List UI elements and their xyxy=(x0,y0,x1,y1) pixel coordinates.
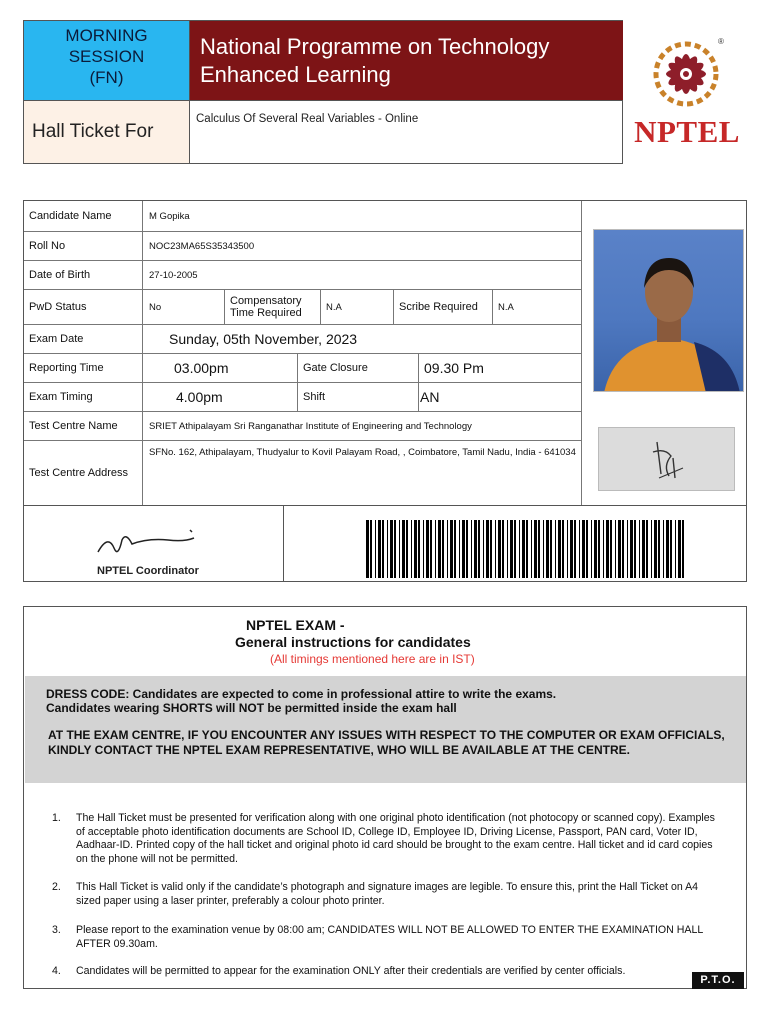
instructions-subtitle: General instructions for candidates xyxy=(235,634,471,650)
label-test-centre-address: Test Centre Address xyxy=(24,441,143,505)
coordinator-section xyxy=(23,506,747,582)
session-badge xyxy=(24,21,190,101)
row-test-centre-address xyxy=(24,441,582,505)
value-candidate-name: M Gopika xyxy=(149,210,190,222)
list-item-text: The Hall Ticket must be presented for verification along with one original photo identification (not photocopy or scanned copy). Examples of acceptable photo identification documents are School ID, College ID, Employee ID, Driving License, Passport, PAN card, Voter ID, Aadhaar-ID. Printed copy of the hall ticket and original photo id card should be brought to the exam centre. Hall ticket and id card copies on the phone will not be permitted. xyxy=(76,812,715,865)
row-dob xyxy=(24,261,582,290)
nptel-logo-text: NPTEL xyxy=(634,114,740,149)
value-test-centre: SRIET Athipalayam Sri Ranganathar Institute of Engineering and Technology xyxy=(149,420,472,432)
row-roll-no xyxy=(24,232,582,261)
dress-code-line-2: Candidates wearing SHORTS will NOT be permitted inside the exam hall xyxy=(46,701,457,715)
organization-banner xyxy=(190,21,623,101)
ticket-header xyxy=(23,20,623,164)
value-exam-date: Sunday, 05th November, 2023 xyxy=(169,331,358,347)
label-candidate-name: Candidate Name xyxy=(24,201,143,231)
nptel-logo xyxy=(624,20,748,160)
hall-ticket-for-label: Hall Ticket For xyxy=(24,101,190,163)
label-exam-timing: Exam Timing xyxy=(24,383,143,411)
list-item-text: This Hall Ticket is valid only if the candidate’s photograph and signature images are legible. To ensure this, print the Hall Ticket on A4 sized paper using a laser printer, preferably a colour photo printer. xyxy=(76,881,699,907)
label-compensatory xyxy=(225,290,320,324)
label-shift: Shift xyxy=(303,391,326,403)
session-line-3: (FN) xyxy=(89,68,124,87)
course-name: Calculus Of Several Real Variables - Online xyxy=(196,113,419,125)
label-compensatory-line-2: Time Required xyxy=(230,307,302,319)
value-roll-no: NOC23MA65S35343500 xyxy=(149,240,255,252)
row-pwd xyxy=(24,290,582,325)
coordinator-signature-icon xyxy=(94,526,204,562)
value-pwd: No xyxy=(149,301,162,313)
org-line-2: Enhanced Learning xyxy=(200,62,391,87)
nptel-emblem-icon xyxy=(644,32,728,112)
label-compensatory-line-1: Compensatory xyxy=(230,295,302,307)
row-exam-date xyxy=(24,325,582,354)
row-exam-timing xyxy=(24,383,582,412)
label-gate-closure: Gate Closure xyxy=(303,362,368,374)
label-scribe: Scribe Required xyxy=(399,301,478,313)
session-line-1: MORNING xyxy=(65,26,148,45)
label-dob: Date of Birth xyxy=(24,261,143,289)
candidate-photo xyxy=(593,229,744,392)
issue-notice: AT THE EXAM CENTRE, IF YOU ENCOUNTER ANY ISSUES WITH RESPECT TO THE COMPUTER OR EXAM OFFICIALS, KINDLY CONTACT THE NPTEL EXAM REPRESENTATIVE, WHO WILL BE AVAILABLE AT THE CENTRE. xyxy=(48,728,725,757)
value-shift: AN xyxy=(420,389,440,405)
dress-code-line-1: DRESS CODE: Candidates are expected to come in professional attire to write the exams. xyxy=(46,687,557,701)
candidate-signature xyxy=(598,427,735,491)
row-reporting-time xyxy=(24,354,582,383)
row-candidate-name xyxy=(24,201,582,232)
candidate-signature-icon xyxy=(599,428,736,492)
list-item-number: 4. xyxy=(52,965,61,977)
label-pwd: PwD Status xyxy=(24,290,143,324)
row-test-centre xyxy=(24,412,582,441)
list-item-text: Please report to the examination venue by 08:00 am; CANDIDATES WILL NOT BE ALLOWED TO ENTER THE EXAMINATION HALL AFTER 09.30am. xyxy=(76,924,703,950)
pto-badge: P.T.O. xyxy=(692,972,744,989)
value-scribe: N.A xyxy=(498,301,514,313)
org-line-1: National Programme on Technology xyxy=(200,34,550,59)
value-dob: 27-10-2005 xyxy=(149,269,198,281)
label-test-centre: Test Centre Name xyxy=(24,412,143,440)
value-test-centre-address: SFNo. 162, Athipalayam, Thudyalur to Kovil Palayam Road, , Coimbatore, Tamil Nadu, India - 641034 xyxy=(149,447,576,458)
coordinator-label: NPTEL Coordinator xyxy=(97,565,199,577)
value-exam-timing: 4.00pm xyxy=(176,389,223,405)
value-gate-closure: 09.30 Pm xyxy=(424,360,484,376)
list-item-text: Candidates will be permitted to appear for the examination ONLY after their credentials are verified by center officials. xyxy=(76,965,626,977)
ist-note: (All timings mentioned here are in IST) xyxy=(270,652,475,666)
label-reporting-time: Reporting Time xyxy=(24,354,143,382)
list-item-number: 2. xyxy=(52,881,61,893)
instructions-title: NPTEL EXAM - xyxy=(246,617,345,633)
label-exam-date: Exam Date xyxy=(24,325,143,353)
list-item-number: 3. xyxy=(52,924,61,936)
instructions-panel xyxy=(23,606,747,989)
list-item-number: 1. xyxy=(52,812,61,824)
value-reporting-time: 03.00pm xyxy=(174,360,229,376)
session-line-2: SESSION xyxy=(68,47,145,66)
candidate-photo-icon xyxy=(594,230,744,392)
value-compensatory: N.A xyxy=(326,301,342,313)
candidate-details-table xyxy=(23,200,747,506)
label-roll-no: Roll No xyxy=(24,232,143,260)
registered-mark: ® xyxy=(718,37,724,46)
roll-barcode xyxy=(366,520,686,578)
